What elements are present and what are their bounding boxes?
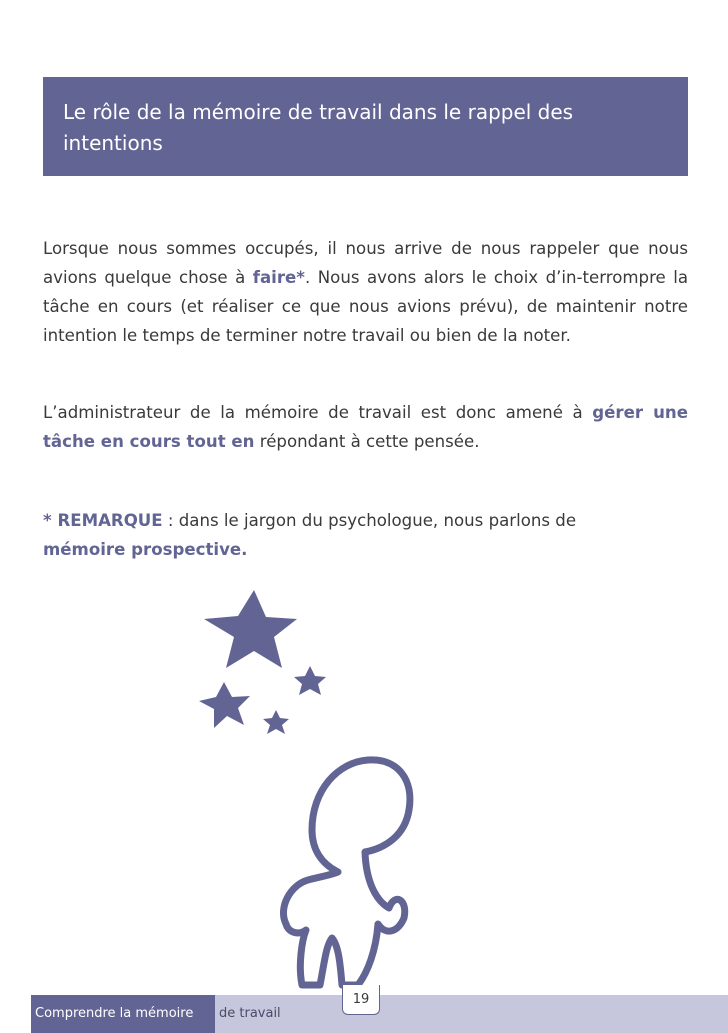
paragraph-administrator-text-before: L’administrateur de la mémoire de travail est donc amené à [43, 403, 593, 422]
section-title-line1: Le rôle de la mémoire de travail dans le rappel des [63, 100, 574, 124]
paragraph-intro-highlight: faire* [252, 268, 305, 287]
remark-text: : dans le jargon du psychologue, nous parlons de [162, 511, 577, 530]
remark-label: * REMARQUE [43, 511, 163, 530]
paragraph-intro-text-after: . Nous avons alors le choix d’in-terrompre la tâche en cours (et réaliser ce que nous avions prévu), de maintenir notre intention le temps de terminer notre travail ou bien de la noter. [43, 268, 688, 345]
small-star-icon [294, 666, 326, 695]
paragraph-intro-text-before: Lorsque nous sommes occupés, il nous arrive de nous rappeler que nous avions quelque chose à [43, 239, 688, 287]
section-title-line2: intentions [63, 131, 163, 155]
paragraph-administrator-text-after: répondant à cette pensée. [254, 432, 480, 451]
section-title-box [43, 77, 688, 176]
paragraph-administrator [43, 398, 688, 456]
paragraph-administrator-highlight: gérer une tâche en cours tout en [43, 403, 688, 451]
paragraph-intro [43, 234, 688, 350]
large-star-icon [204, 590, 297, 668]
page-number: 19 [342, 985, 380, 1015]
child-figure [283, 760, 409, 985]
remark-note [43, 506, 688, 564]
medium-star-icon [199, 682, 250, 728]
tiny-star-icon [263, 710, 289, 734]
remark-highlight: mémoire prospective. [43, 540, 248, 559]
footer-title-left: Comprendre la mémoire [31, 995, 215, 1033]
footer-title-right: de travail [219, 1006, 281, 1021]
section-title [63, 97, 668, 159]
child-with-stars-illustration [190, 580, 430, 990]
